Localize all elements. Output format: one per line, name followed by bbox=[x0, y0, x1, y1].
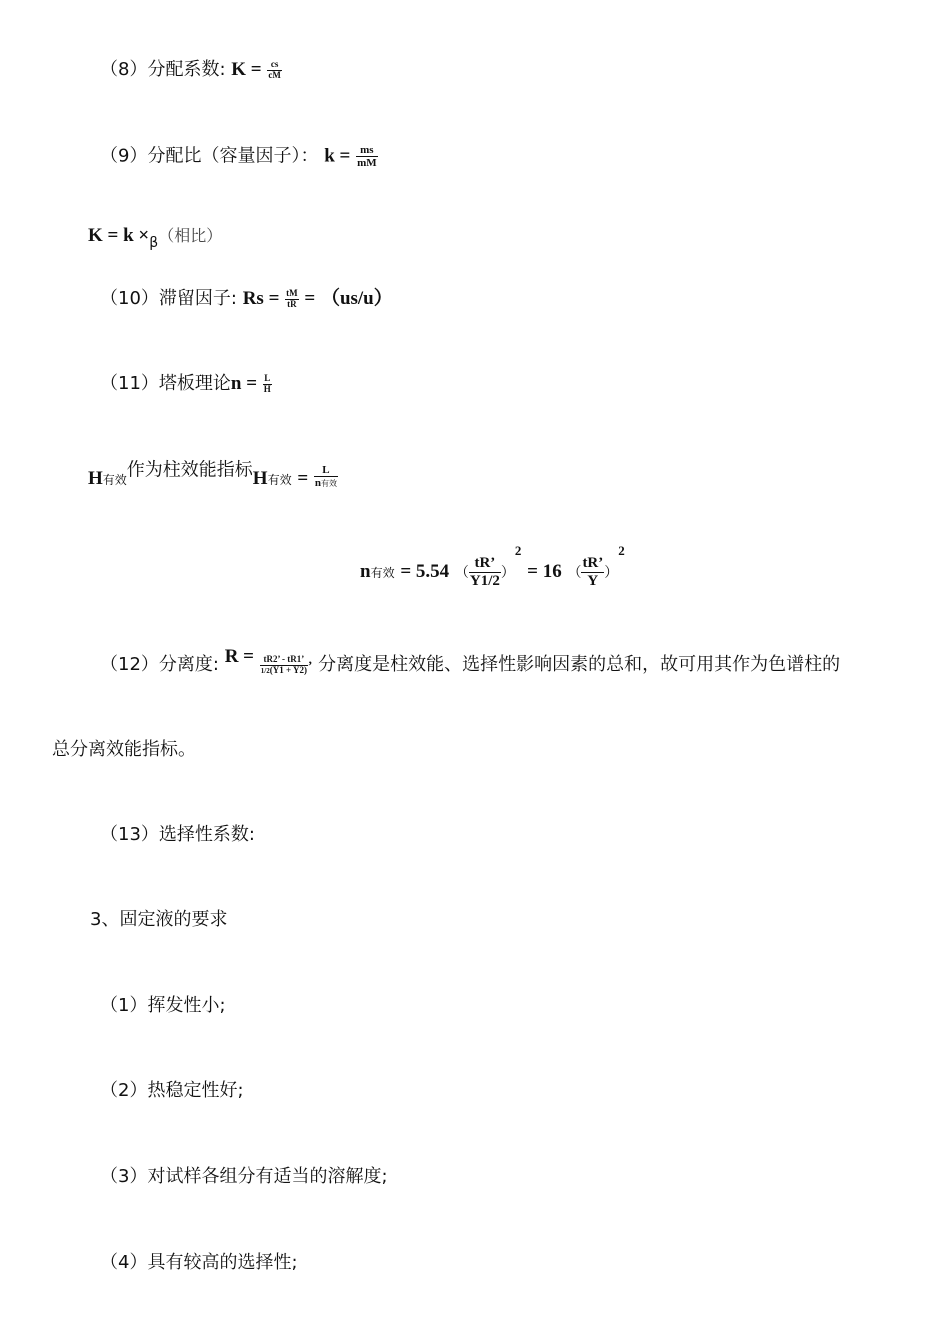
h-subscript: 有效 bbox=[102, 472, 127, 487]
n-subscript: 有效 bbox=[370, 566, 395, 580]
item-9 bbox=[100, 144, 378, 169]
paren-open-2: （ bbox=[567, 565, 582, 581]
n-eq-2: = 16 bbox=[527, 561, 562, 582]
frac-num: tR2’ - tR1’ bbox=[260, 655, 308, 666]
frac-num: tR’ bbox=[469, 555, 501, 573]
relation-beta: β bbox=[149, 235, 159, 251]
formula-n-fraction bbox=[263, 374, 272, 395]
requirement-2: （2）热稳定性好; bbox=[100, 1080, 244, 1101]
frac-den: H bbox=[263, 383, 271, 394]
frac-num: tM bbox=[286, 287, 298, 298]
frac-num: cs bbox=[267, 60, 282, 71]
frac-num: L bbox=[314, 464, 338, 477]
exponent-2: 2 bbox=[618, 543, 625, 558]
requirement-3: （3）对试样各组分有适当的溶解度; bbox=[100, 1166, 388, 1187]
formula-rs-tail: （us/u） bbox=[320, 288, 393, 309]
formula-h-effective bbox=[88, 458, 338, 490]
exponent-1: 2 bbox=[514, 543, 522, 558]
item-12-description: 分离度是柱效能、选择性影响因素的总和，故可用其作为色谱柱的 bbox=[318, 654, 841, 675]
formula-r-fraction bbox=[260, 655, 308, 676]
formula-k-relation bbox=[88, 224, 222, 249]
n-effective-fraction-1 bbox=[469, 555, 501, 589]
frac-num: tR’ bbox=[582, 555, 604, 571]
frac-num: ms bbox=[356, 144, 378, 157]
frac-den: mM bbox=[357, 157, 377, 170]
item-10-label: （10）滞留因子: bbox=[100, 288, 237, 309]
frac-den: cM bbox=[268, 69, 281, 80]
item-12-continuation: 总分离效能指标。 bbox=[52, 739, 196, 760]
frac-den-main: n bbox=[314, 477, 322, 490]
h2-eq: = bbox=[297, 467, 309, 489]
frac-den: Y1/2 bbox=[469, 572, 500, 589]
paren-open-1: （ bbox=[454, 565, 469, 581]
paren-close-1: ） bbox=[500, 565, 515, 581]
requirement-4: （4）具有较高的选择性; bbox=[100, 1252, 298, 1273]
formula-n-lhs: n = bbox=[230, 373, 258, 394]
frac-den: Y bbox=[587, 572, 599, 589]
formula-k-lhs: K = bbox=[231, 59, 262, 80]
item-9-label: （9）分配比（容量因子）： bbox=[100, 145, 319, 167]
item-13: （13）选择性系数: bbox=[100, 824, 255, 845]
h-effective-fraction bbox=[314, 464, 338, 489]
frac-den: tR bbox=[287, 298, 297, 309]
h-symbol: H bbox=[88, 467, 103, 489]
item-12 bbox=[100, 645, 840, 686]
frac-num: L bbox=[264, 372, 271, 383]
n-eq-1: = 5.54 bbox=[400, 561, 450, 582]
item-8 bbox=[100, 58, 282, 82]
formula-k-small-lhs: k = bbox=[324, 145, 351, 167]
item-10 bbox=[100, 287, 393, 311]
h2-symbol: H bbox=[252, 467, 268, 489]
relation-text: K = k × bbox=[88, 225, 150, 246]
requirement-1: （1）挥发性小; bbox=[100, 995, 226, 1016]
frac-den-half: 1/2 bbox=[260, 666, 270, 675]
section-3-heading: 3、固定液的要求 bbox=[90, 909, 228, 930]
formula-n-effective bbox=[360, 543, 625, 593]
formula-rs-fraction bbox=[285, 289, 299, 310]
frac-den-sub: 有效 bbox=[321, 479, 338, 489]
item-12-label: （12）分离度: bbox=[100, 654, 219, 675]
frac-den: (Y1 + Y2) bbox=[269, 664, 307, 675]
n-symbol: n bbox=[360, 561, 371, 582]
h2-subscript: 有效 bbox=[267, 472, 292, 487]
formula-k-fraction bbox=[267, 60, 282, 81]
formula-rs-lhs: Rs = bbox=[242, 288, 280, 309]
formula-k-small-fraction bbox=[356, 144, 378, 169]
n-effective-fraction-2 bbox=[581, 555, 604, 589]
item-11-label: （11）塔板理论 bbox=[100, 373, 231, 394]
formula-r-tail: ’ bbox=[308, 658, 313, 673]
relation-suffix: （相比） bbox=[158, 226, 223, 245]
paren-close-2: ） bbox=[604, 565, 619, 581]
item-8-label: （8）分配系数: bbox=[100, 59, 226, 80]
h-effective-text: 作为柱效能指标 bbox=[126, 459, 253, 481]
formula-rs-eq: = bbox=[304, 288, 316, 309]
item-11 bbox=[100, 372, 272, 396]
formula-r-lhs: R = bbox=[224, 646, 255, 667]
